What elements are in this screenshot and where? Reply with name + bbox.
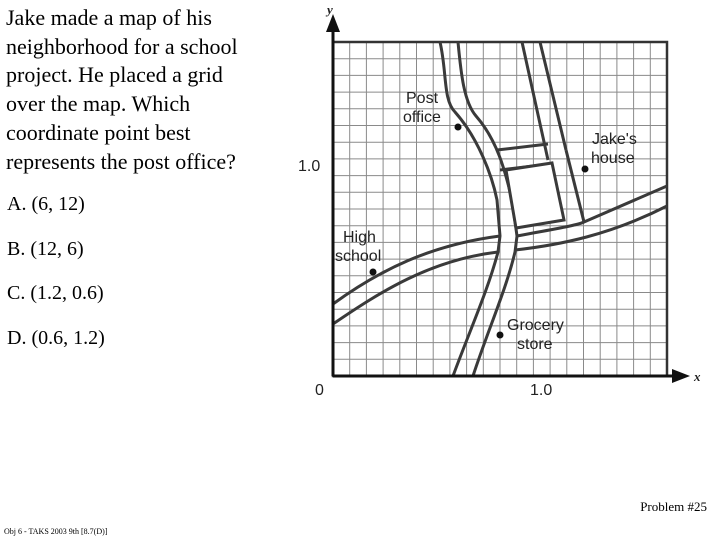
grocery-store-label-line2: store	[517, 336, 553, 353]
road-connector-top	[497, 144, 548, 150]
answer-choice-b[interactable]: B. (12, 6)	[7, 237, 84, 260]
objective-note: Obj 6 - TAKS 2003 9th [8.7(D)]	[4, 527, 108, 536]
answer-choice-c[interactable]: C. (1.2, 0.6)	[7, 282, 104, 305]
post-office-label-line2: office	[403, 109, 441, 126]
question-line: project. He placed a grid	[6, 62, 223, 88]
x-tick-label: 1.0	[530, 382, 553, 399]
answer-choice-d[interactable]: D. (0.6, 1.2)	[7, 327, 105, 350]
high-school-label-line2: school	[335, 248, 382, 265]
post-office-dot	[455, 124, 462, 131]
road-right-lower	[566, 150, 584, 222]
grocery-store-label-line1: Grocery	[507, 317, 564, 334]
question-line: neighborhood for a school	[6, 33, 238, 59]
origin-label: 0	[315, 382, 324, 399]
grocery-store-dot	[497, 332, 504, 339]
jakes-house-label-line2: house	[591, 150, 635, 167]
post-office-label-line1: Post	[406, 90, 439, 107]
y-axis-label: y	[327, 2, 333, 17]
question-line: over the map. Which	[6, 91, 191, 117]
x-axis-label: x	[694, 369, 701, 384]
central-block	[506, 163, 564, 228]
jakes-house-dot	[582, 166, 589, 173]
y-tick-label: 1.0	[298, 158, 321, 175]
question-line: Jake made a map of his	[6, 5, 212, 30]
x-axis-arrow	[672, 369, 690, 383]
answer-choice-a[interactable]: A. (6, 12)	[7, 193, 85, 215]
question-line: represents the post office?	[6, 148, 236, 174]
high-school-dot	[370, 269, 377, 276]
problem-number: Problem #25	[640, 499, 707, 514]
jakes-house-label-line1: Jake's	[592, 131, 637, 148]
question-line: coordinate point best	[6, 119, 191, 145]
high-school-label-line1: High	[343, 229, 376, 246]
